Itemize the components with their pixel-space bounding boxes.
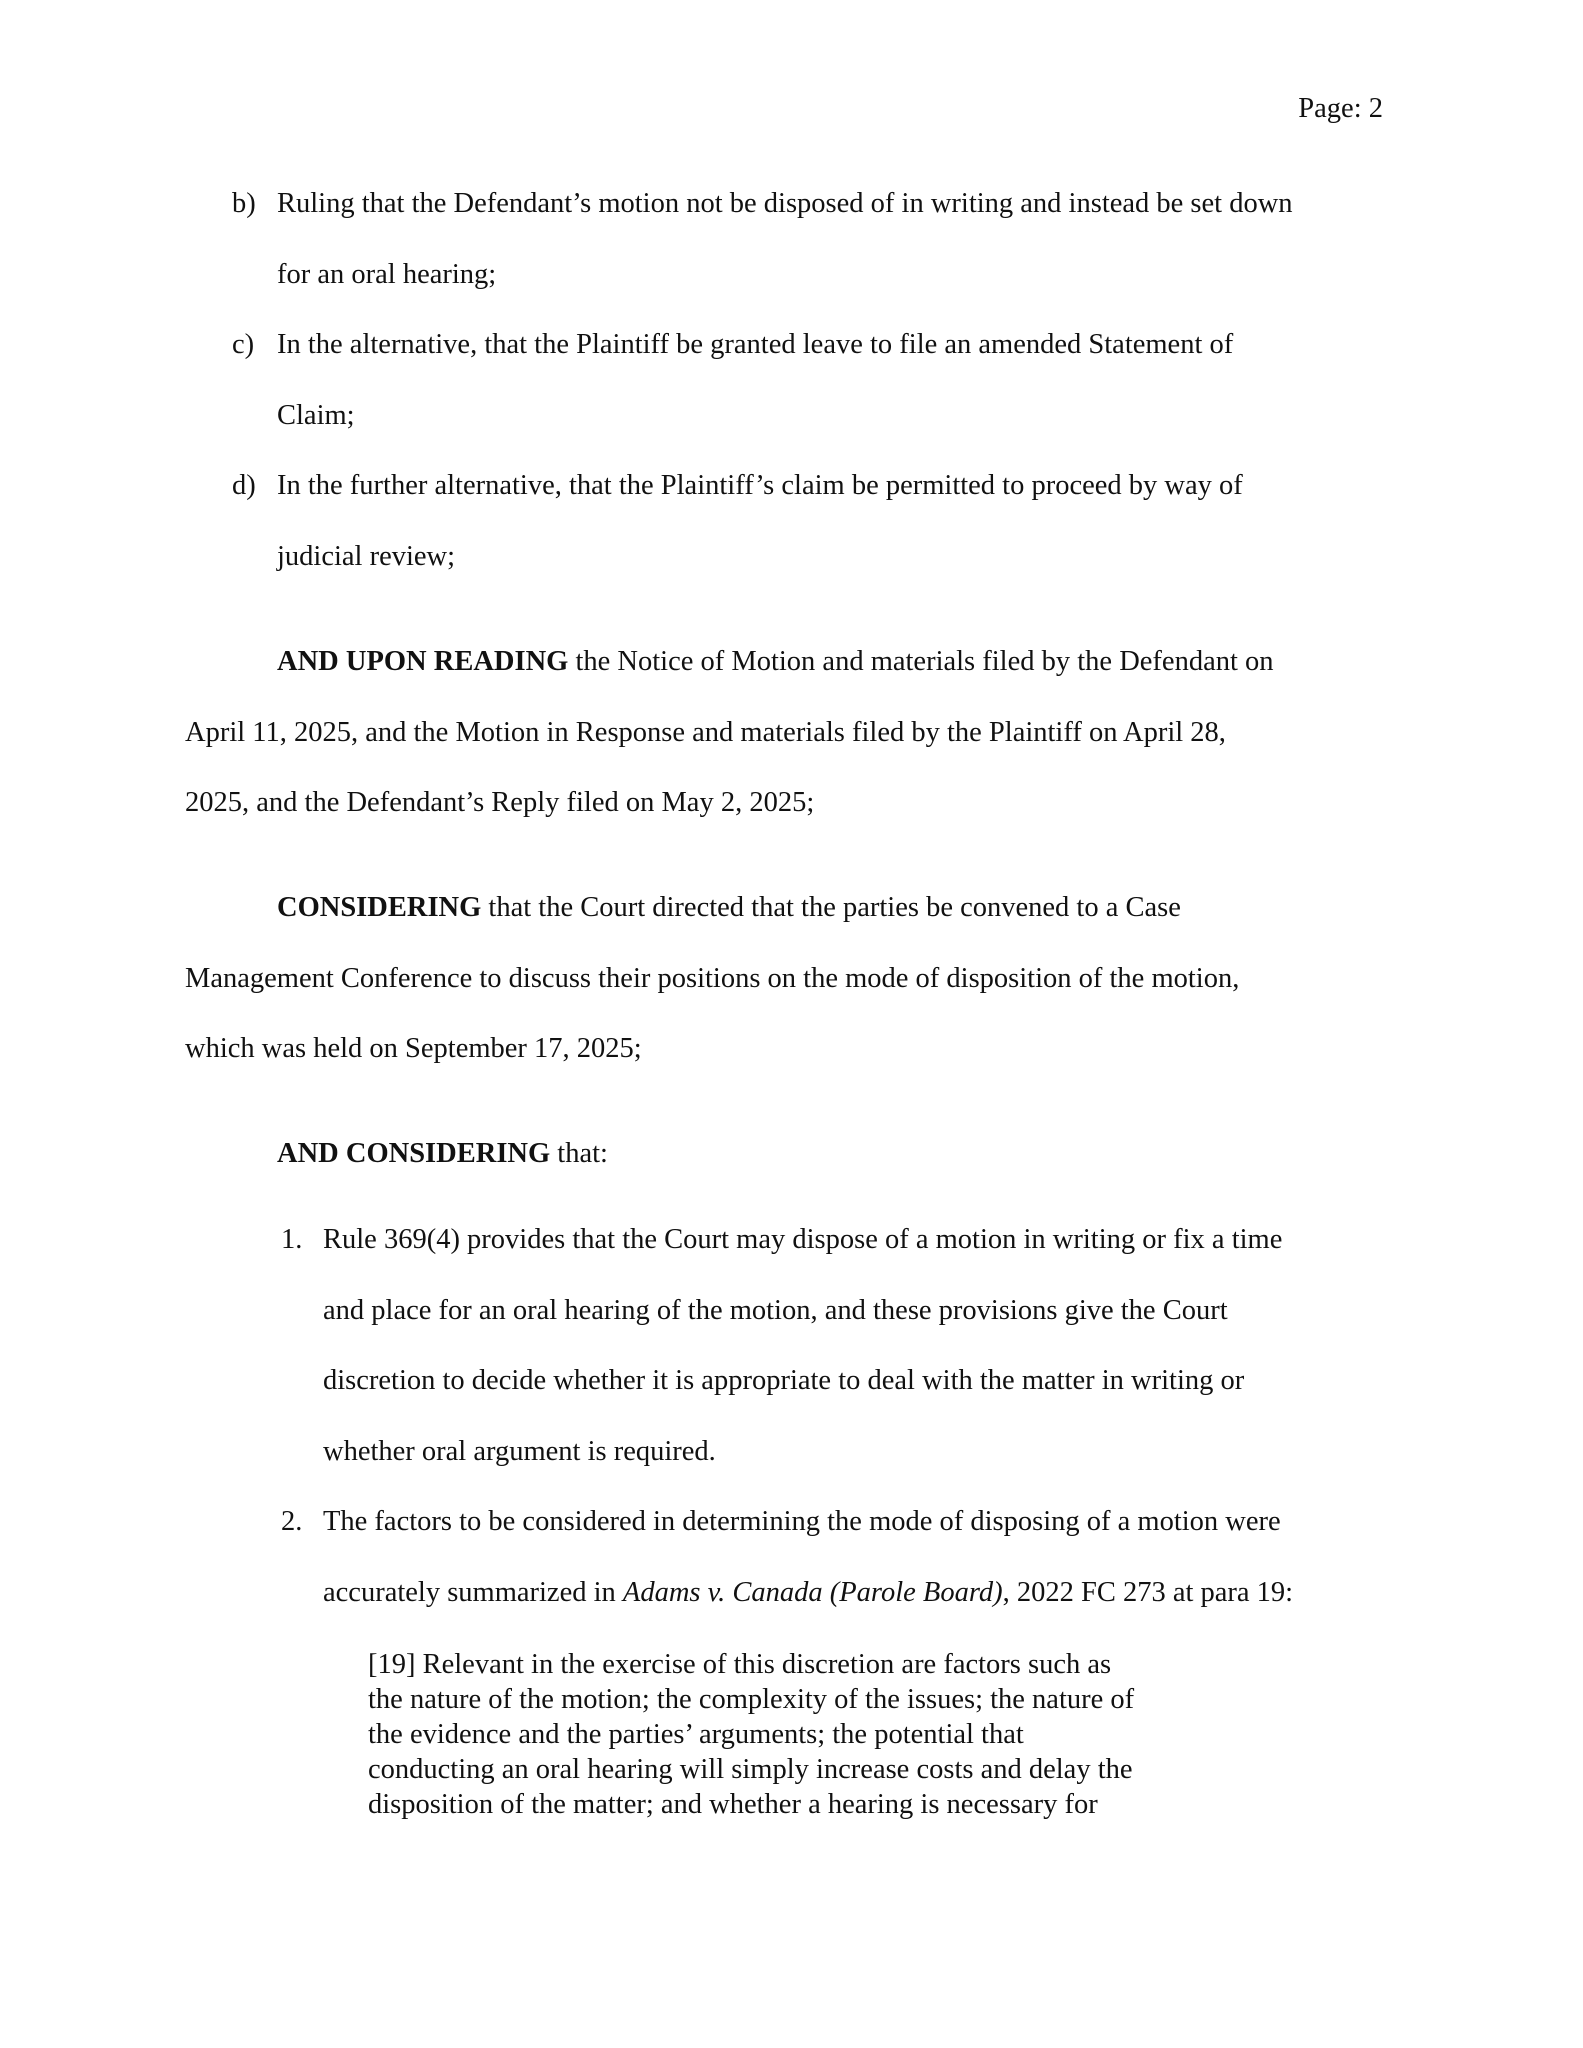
list-item-text: Claim; xyxy=(277,400,355,431)
quote-line: disposition of the matter; and whether a hearing is necessary for xyxy=(368,1789,1098,1820)
list-marker: d) xyxy=(232,470,256,501)
list-item-text: In the alternative, that the Plaintiff be granted leave to file an amended Statement of xyxy=(277,329,1234,360)
list-item-text: for an oral hearing; xyxy=(277,259,497,290)
paragraph-text: that: xyxy=(550,1138,608,1169)
list-item-text: In the further alternative, that the Plaintiff’s claim be permitted to proceed by way of xyxy=(277,470,1243,501)
paragraph-text: that the Court directed that the parties be convened to a Case xyxy=(481,892,1181,923)
list-item-text: The factors to be considered in determining the mode of disposing of a motion were xyxy=(323,1506,1281,1537)
quote-line: conducting an oral hearing will simply increase costs and delay the xyxy=(368,1754,1133,1785)
considering-heading: CONSIDERING xyxy=(277,892,482,923)
paragraph-line: April 11, 2025, and the Motion in Response and materials filed by the Plaintiff on April 28, xyxy=(185,717,1226,748)
list-item-text xyxy=(323,1576,1293,1610)
and-considering-heading: AND CONSIDERING xyxy=(277,1138,551,1169)
paragraph-line xyxy=(277,891,1181,925)
list-item-text: discretion to decide whether it is appropriate to deal with the matter in writing or xyxy=(323,1365,1245,1396)
quote-line: the evidence and the parties’ arguments; the potential that xyxy=(368,1719,1024,1750)
list-marker: c) xyxy=(232,329,255,360)
list-marker: 2. xyxy=(281,1506,303,1537)
list-item-text: judicial review; xyxy=(277,541,456,572)
paragraph-text: the Notice of Motion and materials filed by the Defendant on xyxy=(568,646,1274,677)
paragraph-line: which was held on September 17, 2025; xyxy=(185,1033,642,1064)
case-citation: Adams v. Canada (Parole Board) xyxy=(622,1577,1003,1608)
quote-line: the nature of the motion; the complexity of the issues; the nature of xyxy=(368,1684,1135,1715)
citation-suffix: , 2022 FC 273 at para 19: xyxy=(1002,1577,1294,1608)
list-marker: b) xyxy=(232,188,256,219)
paragraph-line: Management Conference to discuss their positions on the mode of disposition of the motion, xyxy=(185,963,1240,994)
list-item-text: Rule 369(4) provides that the Court may dispose of a motion in writing or fix a time xyxy=(323,1224,1283,1255)
quote-line: [19] Relevant in the exercise of this discretion are factors such as xyxy=(368,1649,1112,1680)
paragraph-line xyxy=(277,1137,608,1171)
upon-reading-heading: AND UPON READING xyxy=(277,646,569,677)
list-item-text: Ruling that the Defendant’s motion not be disposed of in writing and instead be set down xyxy=(277,188,1293,219)
list-marker: 1. xyxy=(281,1224,303,1255)
citation-prefix: accurately summarized in xyxy=(323,1577,623,1608)
list-item-text: and place for an oral hearing of the motion, and these provisions give the Court xyxy=(323,1295,1228,1326)
paragraph-line xyxy=(277,645,1274,679)
page-number: Page: 2 xyxy=(1298,93,1383,124)
paragraph-line: 2025, and the Defendant’s Reply filed on May 2, 2025; xyxy=(185,787,815,818)
list-item-text: whether oral argument is required. xyxy=(323,1436,716,1467)
